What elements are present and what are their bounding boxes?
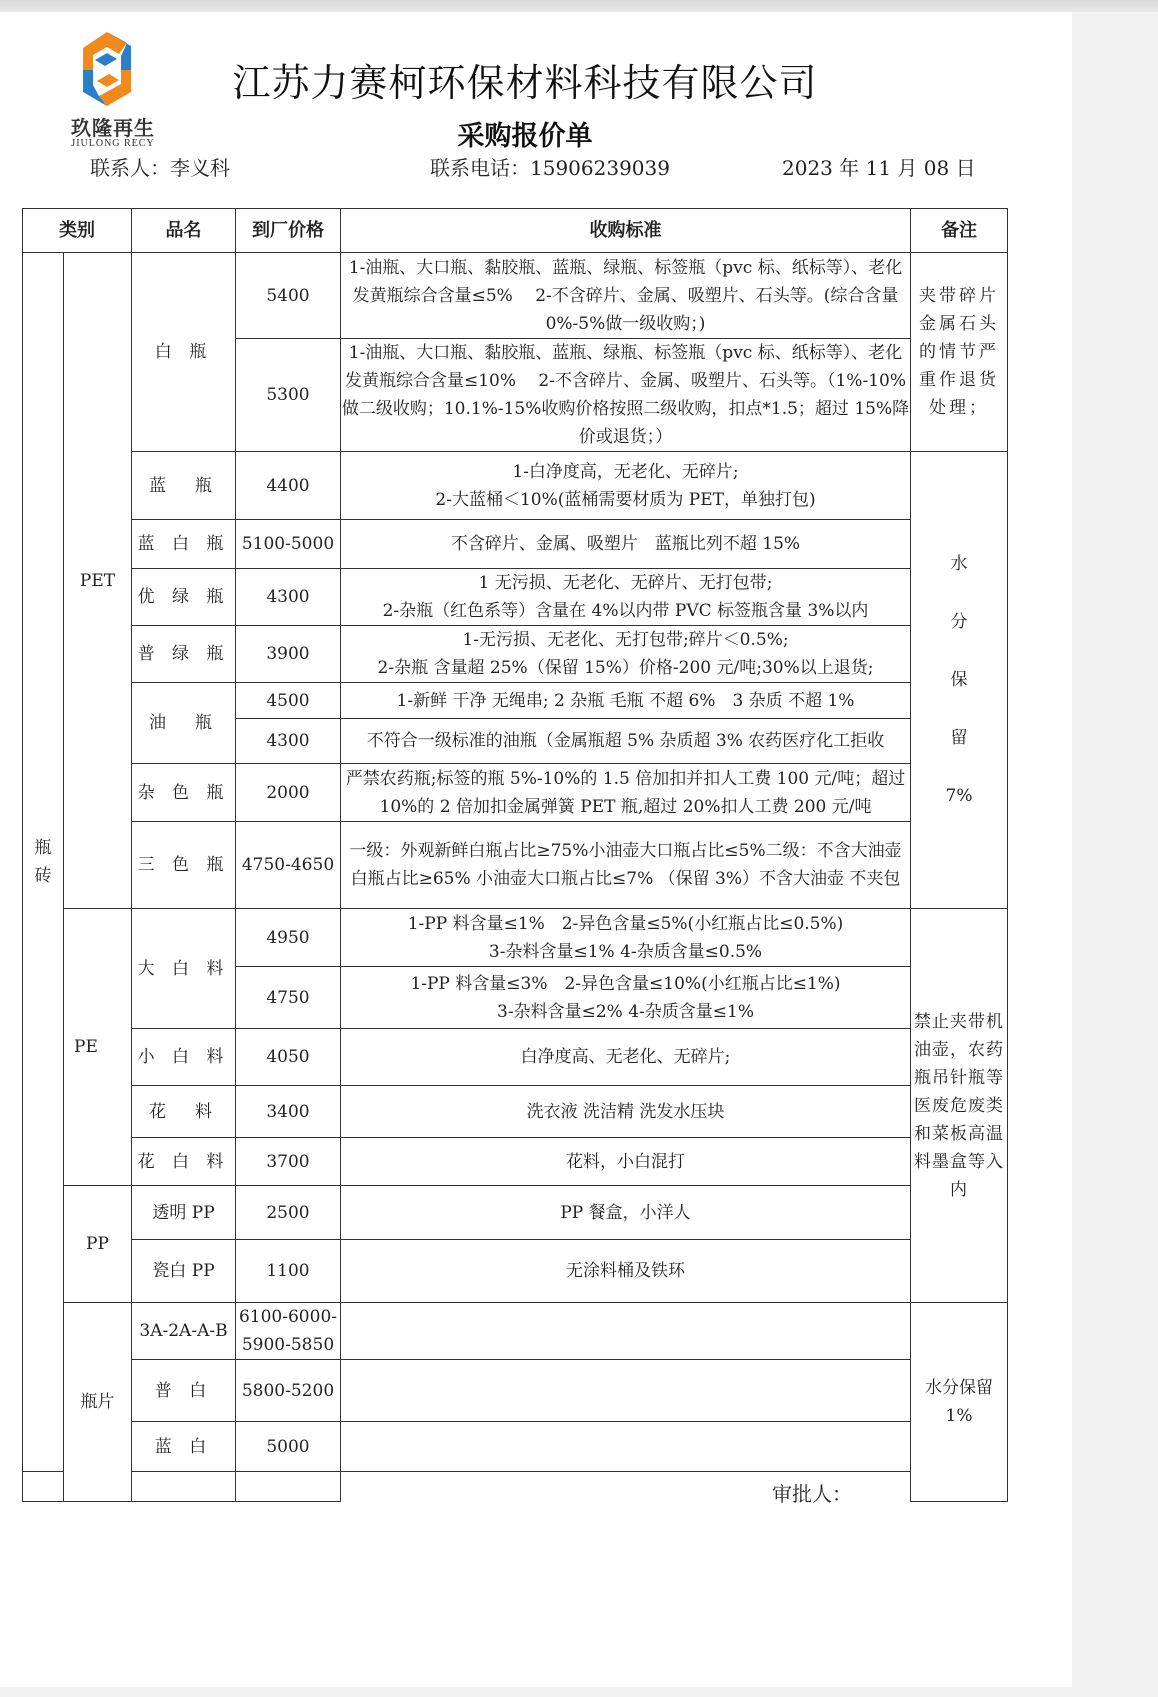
item-standard [341,452,911,520]
item-standard: 不含碎片、金属、吸塑片 蓝瓶比列不超 15% [341,520,911,569]
price-line: 6100-6000- [238,1307,337,1327]
item-price: 5800-5200 [236,1360,341,1422]
item-standard [341,569,911,626]
item-price: 4950 [236,909,341,967]
table-row [23,1086,1008,1138]
item-price: 4400 [236,452,341,520]
logo-chinese-text: 玖隆再生 [71,116,155,140]
item-standard: 不符合一级标准的油瓶（金属瓶超 5% 杂质超 3% 农药医疗化工拒收 [341,719,911,764]
item-price: 4750-4650 [236,822,341,909]
item-price: 5400 [236,253,341,339]
item-price: 5000 [236,1422,341,1472]
item-standard: 一级：外观新鲜白瓶占比≥75%小油壶大口瓶占比≤5%二级：不含大油壶白瓶占比≥65% 小油壶大口瓶占比≤7% （保留 3%）不含大油壶 不夹包 [341,822,911,909]
item-name: 三 色 瓶 [132,822,236,909]
remark-char: 保 [950,670,968,690]
standard-line: 3-杂料含量≤1% 4-杂质含量≤0.5% [488,941,763,962]
table-row [23,253,1008,339]
item-name: 普 绿 瓶 [132,626,236,683]
remark-pet-moisture [911,452,1008,909]
item-name: 蓝 白 瓶 [132,520,236,569]
standard-line: 1-白净度高，无老化、无碎片; [512,461,739,482]
item-standard [341,626,911,683]
table-row [23,569,1008,626]
item-name: 蓝 白 [132,1422,236,1472]
item-standard [341,1422,911,1472]
table-row [23,822,1008,909]
table-row [23,1029,1008,1086]
item-standard: 白净度高、无老化、无碎片; [341,1029,911,1086]
item-price: 4300 [236,569,341,626]
outer-category-cell [23,253,64,1472]
item-name: 白 瓶 [132,253,236,452]
item-price: 2500 [236,1186,341,1240]
item-name: 蓝 瓶 [132,452,236,520]
table-row [23,1422,1008,1472]
company-name: 江苏力赛柯环保材料科技有限公司 [232,61,818,105]
item-name: 花 料 [132,1086,236,1138]
header-remark: 备注 [911,209,1008,253]
item-name: 优 绿 瓶 [132,569,236,626]
item-price: 1100 [236,1240,341,1303]
standard-line: 3-杂料含量≤2% 4-杂质含量≤1% [497,1001,754,1022]
empty-cell [132,1472,236,1502]
table-row [23,764,1008,822]
item-price: 4300 [236,719,341,764]
document-title: 采购报价单 [457,121,593,152]
item-price: 3400 [236,1086,341,1138]
item-price [236,1303,341,1360]
quotation-table [22,208,1008,1502]
standard-line: 2-杂瓶（红色系等）含量在 4%以内带 PVC 标签瓶含量 3%以内 [382,601,869,621]
item-standard: 1-油瓶、大口瓶、黏胶瓶、蓝瓶、绿瓶、标签瓶（pvc 标、纸标等）、老化发黄瓶综合含量≤5% 2-不含碎片、金属、吸塑片、石头等。(综合含量 0%-5%做一级收购；) [341,253,911,339]
table-row [23,1303,1008,1360]
item-price: 3900 [236,626,341,683]
contact-person: 联系人：李义科 [90,156,230,180]
item-standard: 1-油瓶、大口瓶、黏胶瓶、蓝瓶、绿瓶、标签瓶（pvc 标、纸标等）、老化发黄瓶综合含量≤10% 2-不含碎片、金属、吸塑片、石头等。（1%-10%做二级收购；10.1%-15%收购价格按照二级收购，扣点*1.5；超过 15%降价或退货；） [341,339,911,452]
item-price: 4050 [236,1029,341,1086]
item-standard [341,909,911,967]
item-name: 油 瓶 [132,683,236,764]
item-standard: 洗衣液 洗洁精 洗发水压块 [341,1086,911,1138]
table-row [23,1186,1008,1240]
item-standard [341,1360,911,1422]
item-name: 杂 色 瓶 [132,764,236,822]
table-row [23,1360,1008,1422]
remark-flake-moisture [911,1303,1008,1502]
header-price: 到厂价格 [236,209,341,253]
remark-line: 1% [945,1406,973,1426]
item-price: 2000 [236,764,341,822]
remark-char: 7% [945,786,973,806]
item-standard: 无涂料桶及铁环 [341,1240,911,1303]
remark-char: 留 [950,728,968,748]
table-row [23,452,1008,520]
table-row [23,1240,1008,1303]
item-name: 3A-2A-A-B [132,1303,236,1360]
item-name: 小 白 料 [132,1029,236,1086]
item-standard: 花料，小白混打 [341,1138,911,1186]
approval-label: 审批人： [772,1482,852,1506]
table-row [23,909,1008,967]
group-pet: PET [64,253,132,909]
item-standard: PP 餐盒，小洋人 [341,1186,911,1240]
outer-category-label: 瓶砖 [34,838,52,886]
item-price: 5100-5000 [236,520,341,569]
group-pp: PP [64,1186,132,1303]
item-standard [341,1303,911,1360]
table-row [23,520,1008,569]
item-name: 透明 PP [132,1186,236,1240]
item-name: 瓷白 PP [132,1240,236,1303]
remark-pe-pp: 禁止夹带机油壶，农药瓶吊针瓶等医废危废类和菜板高温料墨盒等入内 [911,909,1008,1303]
item-price: 4500 [236,683,341,719]
standard-line: 1-PP 料含量≤1% 2-异色含量≤5%(小红瓶占比≤0.5%) [407,913,844,934]
standard-line: 2-大蓝桶＜10%(蓝桶需要材质为 PET，单独打包) [435,489,816,510]
group-pe: PE [64,909,132,1186]
empty-cell [23,1472,64,1502]
price-line: 5900-5850 [241,1335,335,1355]
table-row [23,1138,1008,1186]
contact-phone: 联系电话：15906239039 [430,156,670,180]
table-row [23,683,1008,719]
remark-char: 水 [950,554,968,574]
item-name: 大 白 料 [132,909,236,1029]
header-name: 品名 [132,209,236,253]
standard-line: 2-杂瓶 含量超 25%（保留 15%）价格-200 元/吨;30%以上退货; [377,658,874,678]
remark-white-bottle: 夹带碎片金属石头的情节严重作退货处理； [911,253,1008,452]
item-price: 4750 [236,967,341,1029]
standard-line: 1 无污损、无老化、无碎片、无打包带; [478,573,773,593]
remark-line: 水分保留 [925,1378,993,1398]
table-header-row [23,209,1008,253]
item-name: 普 白 [132,1360,236,1422]
item-standard: 1-新鲜 干净 无绳串; 2 杂瓶 毛瓶 不超 6% 3 杂质 不超 1% [341,683,911,719]
group-flake: 瓶片 [64,1303,132,1502]
standard-line: 1-PP 料含量≤3% 2-异色含量≤10%(小红瓶占比≤1%) [410,973,841,994]
item-standard: 严禁农药瓶;标签的瓶 5%-10%的 1.5 倍加扣并扣人工费 100 元/吨；超过 10%的 2 倍加扣金属弹簧 PET 瓶,超过 20%扣人工费 200 元/吨 [341,764,911,822]
header-category: 类别 [23,209,132,253]
table-row [23,626,1008,683]
window-top-bar [0,0,1158,12]
document-date: 2023 年 11 月 08 日 [782,156,976,180]
header-standard: 收购标准 [341,209,911,253]
item-standard [341,967,911,1029]
item-price: 5300 [236,339,341,452]
table-row-empty [23,1472,1008,1502]
remark-char: 分 [950,612,968,632]
empty-cell [236,1472,341,1502]
standard-line: 1-无污损、无老化、无打包带;碎片＜0.5%; [462,630,789,650]
logo-english-text: JIULONG RECY [71,138,155,149]
item-price: 3700 [236,1138,341,1186]
item-name: 花 白 料 [132,1138,236,1186]
